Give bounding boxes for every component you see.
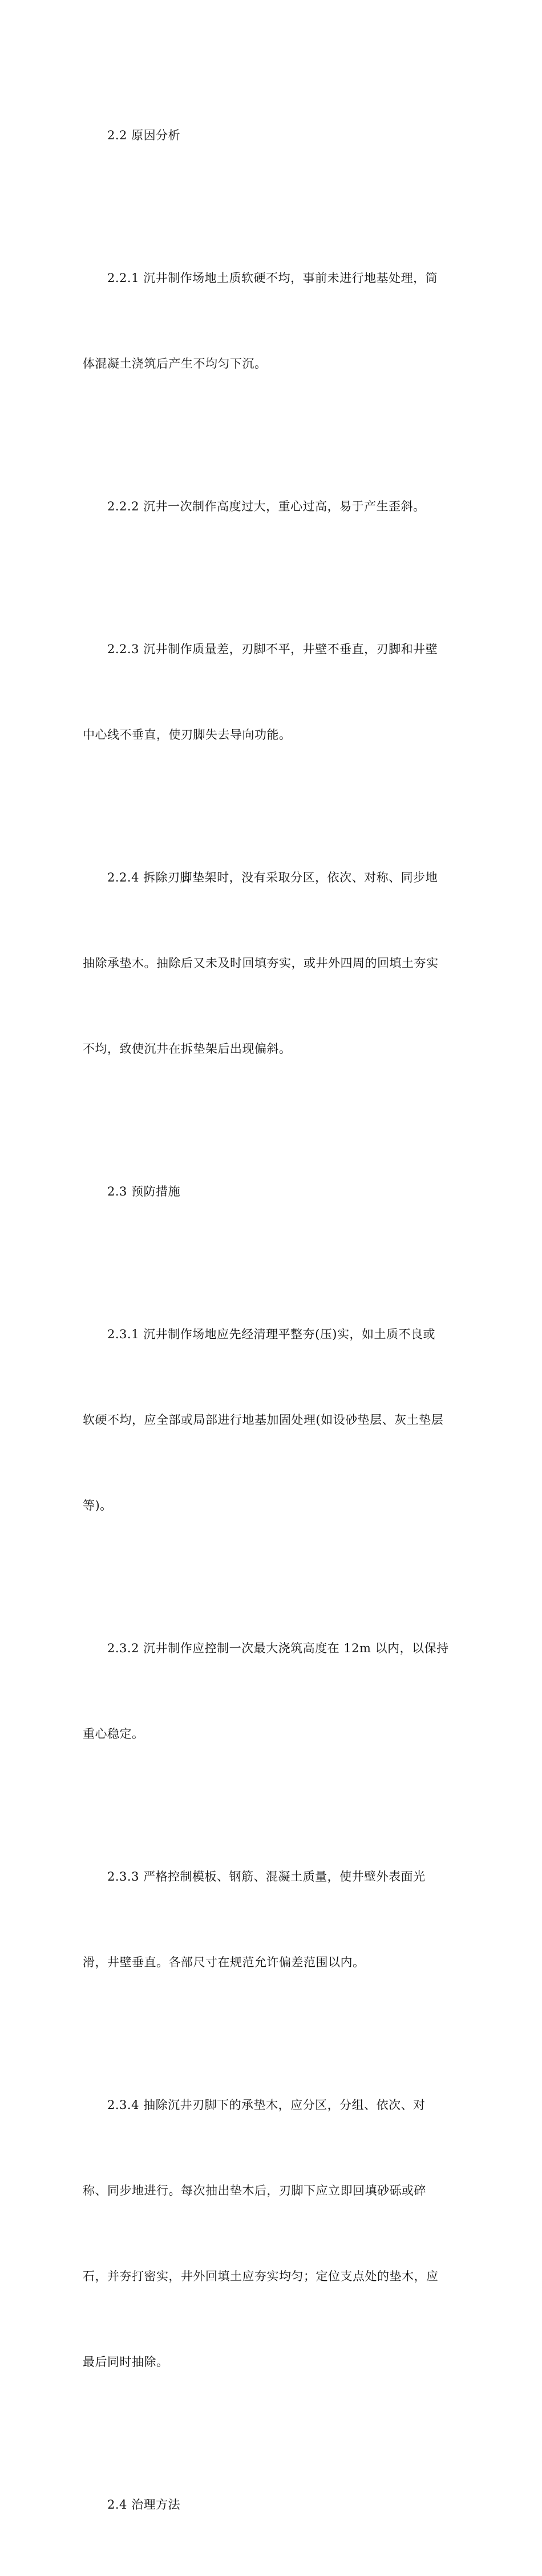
text-line: 2.3.1 沉井制作场地应先经清理平整夯(压)实，如土质不良或: [107, 1327, 435, 1341]
section-heading-2-3: [83, 1120, 459, 1263]
section-heading-2-2: [83, 64, 459, 207]
paragraph-2-2-1: [83, 207, 459, 435]
text-line: 2.2.2 沉井一次制作高度过大，重心过高，易于产生歪斜。: [107, 500, 426, 513]
text-line: 2.3.4 抽除沉井刃脚下的承垫木，应分区，分组、依次、对: [107, 2098, 426, 2112]
text-line: 2.2 原因分析: [107, 128, 181, 142]
paragraph-2-2-3: [83, 578, 459, 806]
text-line: 2.2.4 拆除刃脚垫架时，没有采取分区，依次、对称、同步地: [107, 871, 438, 884]
text-line: 2.3.2 沉井制作应控制一次最大浇筑高度在 12m 以内，以保持: [107, 1641, 449, 1655]
text-line: 最后同时抽除。: [83, 2355, 169, 2369]
text-line: 称、同步地进行。每次抽出垫木后，刃脚下应立即回填砂砾或碎: [83, 2184, 426, 2197]
text-line: 中心线不垂直，使刃脚失去导向功能。: [83, 728, 292, 742]
paragraph-2-3-1: [83, 1263, 459, 1577]
text-line: 2.4 治理方法: [107, 2498, 181, 2511]
paragraph-2-3-2: [83, 1577, 459, 1805]
text-line: 2.2.1 沉井制作场地土质软硬不均，事前未进行地基处理，筒: [107, 271, 438, 285]
text-line: 滑，井壁垂直。各部尺寸在规范允许偏差范围以内。: [83, 1955, 365, 1969]
text-line: 体混凝土浇筑后产生不均匀下沉。: [83, 357, 267, 371]
text-line: 抽除承垫木。抽除后又未及时回填夯实，或井外四周的回填土夯实: [83, 956, 439, 970]
document-body: [83, 64, 459, 2576]
text-line: 等)。: [83, 1499, 112, 1512]
text-line: 软硬不均，应全部或局部进行地基加固处理(如设砂垫层、灰土垫层: [83, 1413, 444, 1427]
section-heading-2-4: [83, 2433, 459, 2576]
text-line: 不均，致使沉井在拆垫架后出现偏斜。: [83, 1042, 292, 1056]
text-line: 重心稳定。: [83, 1727, 144, 1741]
paragraph-2-3-4: [83, 2034, 459, 2433]
text-line: 2.3.3 严格控制模板、钢筋、混凝土质量，使井壁外表面光: [107, 1870, 426, 1883]
text-line: 石，并夯打密实，井外回填土应夯实均匀；定位支点处的垫木，应: [83, 2269, 439, 2283]
paragraph-2-3-3: [83, 1805, 459, 2034]
paragraph-2-2-2: [83, 435, 459, 578]
text-line: 2.3 预防措施: [107, 1185, 181, 1198]
text-line: 2.2.3 沉井制作质量差，刃脚不平，井壁不垂直，刃脚和井壁: [107, 642, 438, 656]
paragraph-2-2-4: [83, 806, 459, 1120]
